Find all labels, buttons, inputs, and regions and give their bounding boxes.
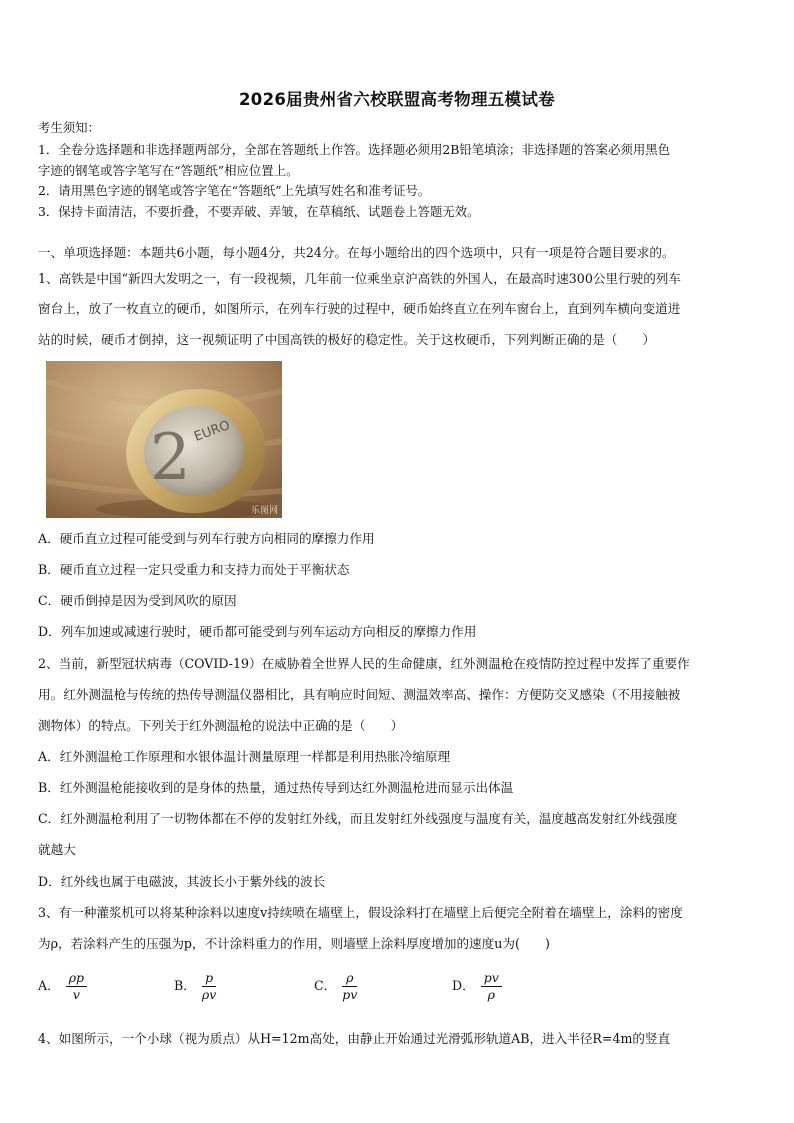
option-label: B． [174,978,196,993]
numerator: pv [481,970,502,987]
q1-option-c: C．硬币倒掉是因为受到风吹的原因 [38,593,237,608]
option-label: A． [38,978,60,993]
coin-photo [46,361,282,518]
q1-stem-line: 站的时候，硬币才倒掉，这一视频证明了中国高铁的极好的稳定性。关于这枚硬币，下列判断正确的是（ ） [38,332,656,347]
q1-stem-line: 1、高铁是中国“新四大发明之一，有一段视频，几年前一位乘坐京沪高铁的外国人，在最高时速300公里行驶的列车 [38,271,681,286]
exam-title: 2026届贵州省六校联盟高考物理五模试卷 [239,90,555,109]
q3-option-c [314,970,357,1003]
q2-stem-line: 测物体）的特点。下列关于红外测温枪的说法中正确的是（ ） [38,718,404,733]
q3-stem-line: 为ρ，若涂料产生的压强为p，不计涂料重力的作用，则墙壁上涂料厚度增加的速度u为( ) [38,936,550,951]
q2-stem-line: 用。红外测温枪与传统的热传导测温仪器相比，具有响应时间短、测温效率高、操作：方便防交叉感染（不用接触被 [38,687,681,702]
photo-watermark: 乐图网 [251,506,279,516]
q3-option-d [452,970,502,1003]
q3-stem-line: 3、有一种灌浆机可以将某种涂料以速度v持续喷在墙壁上，假设涂料打在墙壁上后便完全附着在墙壁上，涂料的密度 [38,905,683,920]
fraction [66,970,87,1003]
q3-option-b [174,970,216,1003]
fraction [481,970,502,1003]
coin-illustration [46,361,282,518]
q3-option-a [38,970,87,1003]
q2-option-a: A．红外测温枪工作原理和水银体温计测量原理一样都是利用热胀冷缩原理 [38,749,451,764]
q1-option-a: A．硬币直立过程可能受到与列车行驶方向相同的摩擦力作用 [38,531,375,546]
q2-option-d: D．红外线也属于电磁波，其波长小于紫外线的波长 [38,874,326,889]
denominator: pv [342,987,358,1002]
q1-stem-line: 窗台上，放了一枚直立的硬币，如图所示，在列车行驶的过程中，硬币始终直立在列车窗台上，直到列车横向变道进 [38,301,681,316]
coin-euro-text: EURO [192,418,233,445]
numerator: ρ [342,970,357,987]
notice-line: 3．保持卡面清洁，不要折叠，不要弄破、弄皱，在草稿纸、试题卷上答题无效。 [38,204,480,219]
denominator: v [72,987,80,1002]
fraction [342,970,357,1003]
q2-option-c-cont: 就越大 [38,842,76,857]
denominator: ρv [201,987,217,1002]
q4-stem-line: 4、如图所示，一个小球（视为质点）从H=12m高处，由静止开始通过光滑弧形轨道AB，进入半径R=4m的竖直 [38,1031,671,1046]
notice-line: 字迹的钢笔或答字笔写在“答题纸”相应位置上。 [38,163,299,178]
q1-option-d: D．列车加速或减速行驶时，硬币都可能受到与列车运动方向相反的摩擦力作用 [38,624,477,639]
fraction [202,970,216,1003]
notice-line: 2．请用黑色字迹的钢笔或答字笔在“答题纸”上先填写姓名和准考证号。 [38,183,431,198]
numerator: ρp [66,970,87,987]
section-heading: 一、单项选择题：本题共6小题，每小题4分，共24分。在每小题给出的四个选项中，只有一项是符合题目要求的。 [38,245,675,260]
q2-option-b: B．红外测温枪能接收到的是身体的热量，通过热传导到达红外测温枪进而显示出体温 [38,780,514,795]
option-label: C． [314,978,337,993]
denominator: ρ [487,987,495,1002]
q2-stem-line: 2、当前，新型冠状病毒（COVID-19）在威胁着全世界人民的生命健康，红外测温枪在疫情防控过程中发挥了重要作 [38,656,690,671]
option-label: D． [452,978,475,993]
q2-option-c: C．红外测温枪利用了一切物体都在不停的发射红外线，而且发射红外线强度与温度有关，温度越高发射红外线强度 [38,811,678,826]
numerator: p [202,970,216,987]
notice-line: 1．全卷分选择题和非选择题两部分，全部在答题纸上作答。选择题必须用2B铅笔填涂；非选择题的答案必须用黑色 [38,142,671,157]
q1-option-b: B．硬币直立过程一定只受重力和支持力而处于平衡状态 [38,562,350,577]
coin-digit: 2 [150,421,191,495]
notice-heading: 考生须知： [38,120,100,135]
